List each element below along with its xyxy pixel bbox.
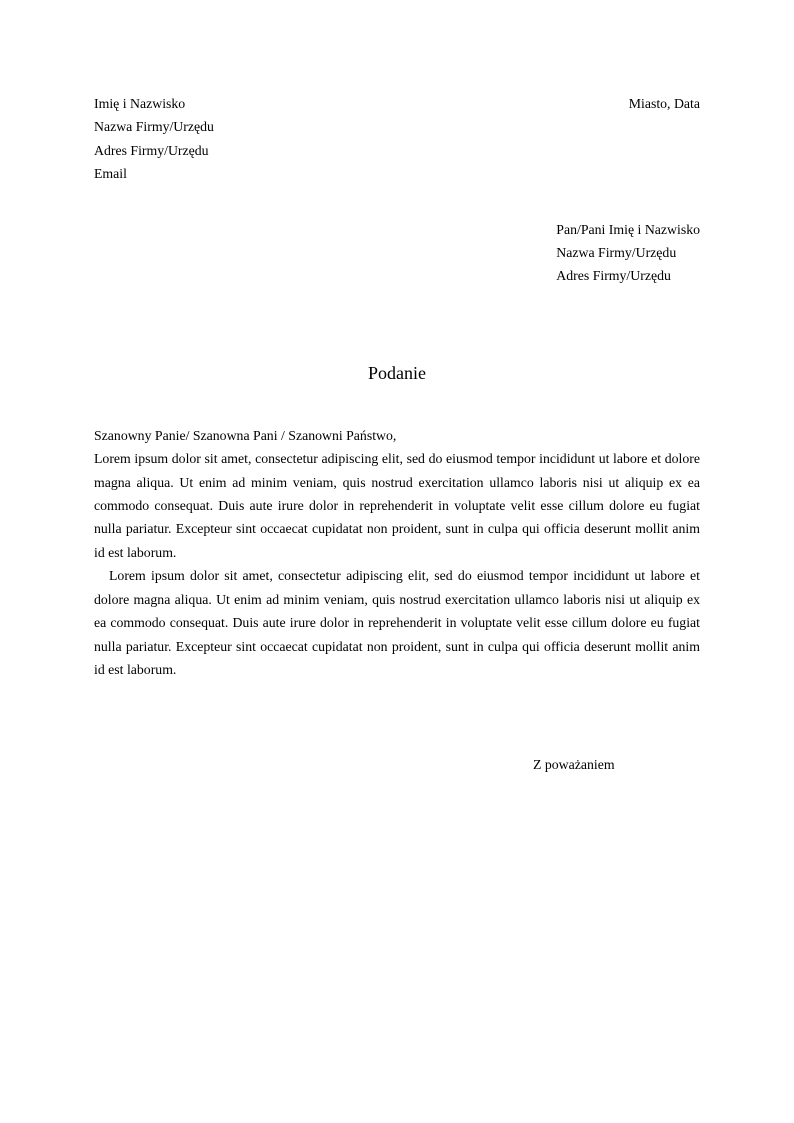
sender-name-line: Imię i Nazwisko bbox=[94, 96, 186, 111]
recipient-company-line: Nazwa Firmy/Urzędu bbox=[556, 245, 677, 261]
city-date-line: Miasto, Data bbox=[628, 96, 700, 111]
sender-address-line: Adres Firmy/Urzędu bbox=[94, 142, 209, 158]
letter-header bbox=[94, 92, 700, 186]
sender-company-line: Nazwa Firmy/Urzędu bbox=[94, 119, 214, 135]
letter-content bbox=[94, 92, 700, 777]
body-paragraph-2: Lorem ipsum dolor sit amet, consectetur adipiscing elit, sed do eiusmod tempor incididunt ut labore et dolore magna aliqua. Ut enim ad minim veniam, quis nostrud exercitation ullamco laboris nisi ut aliquip ex ea commodo consequat. Duis aute irure dolor in reprehenderit in voluptate velit esse cillum dolore eu fugiat nulla pariatur. Excepteur sint occaecat cupidatat non proident, sunt in culpa qui officia deserunt mollit anim id est laborum. bbox=[94, 568, 700, 677]
body-paragraph-1: Lorem ipsum dolor sit amet, consectetur adipiscing elit, sed do eiusmod tempor incididunt ut labore et dolore magna aliqua. Ut enim ad minim veniam, quis nostrud exercitation ullamco laboris nisi ut aliquip ex ea commodo consequat. Duis aute irure dolor in reprehenderit in voluptate velit esse cillum dolore eu fugiat nulla pariatur. Excepteur sint occaecat cupidatat non proident, sunt in culpa qui officia deserunt mollit anim id est laborum. bbox=[94, 451, 700, 560]
sender-block bbox=[94, 92, 700, 186]
recipient-name-line: Pan/Pani Imię i Nazwisko bbox=[556, 221, 700, 237]
letter-title: Podanie bbox=[368, 362, 426, 383]
recipient-block bbox=[556, 218, 700, 288]
sender-email-line: Email bbox=[94, 166, 127, 182]
closing-line: Z poważaniem bbox=[533, 757, 615, 773]
recipient-address-line: Adres Firmy/Urzędu bbox=[556, 268, 671, 284]
salutation-line: Szanowny Panie/ Szanowna Pani / Szanowni Państwo, bbox=[94, 427, 397, 443]
